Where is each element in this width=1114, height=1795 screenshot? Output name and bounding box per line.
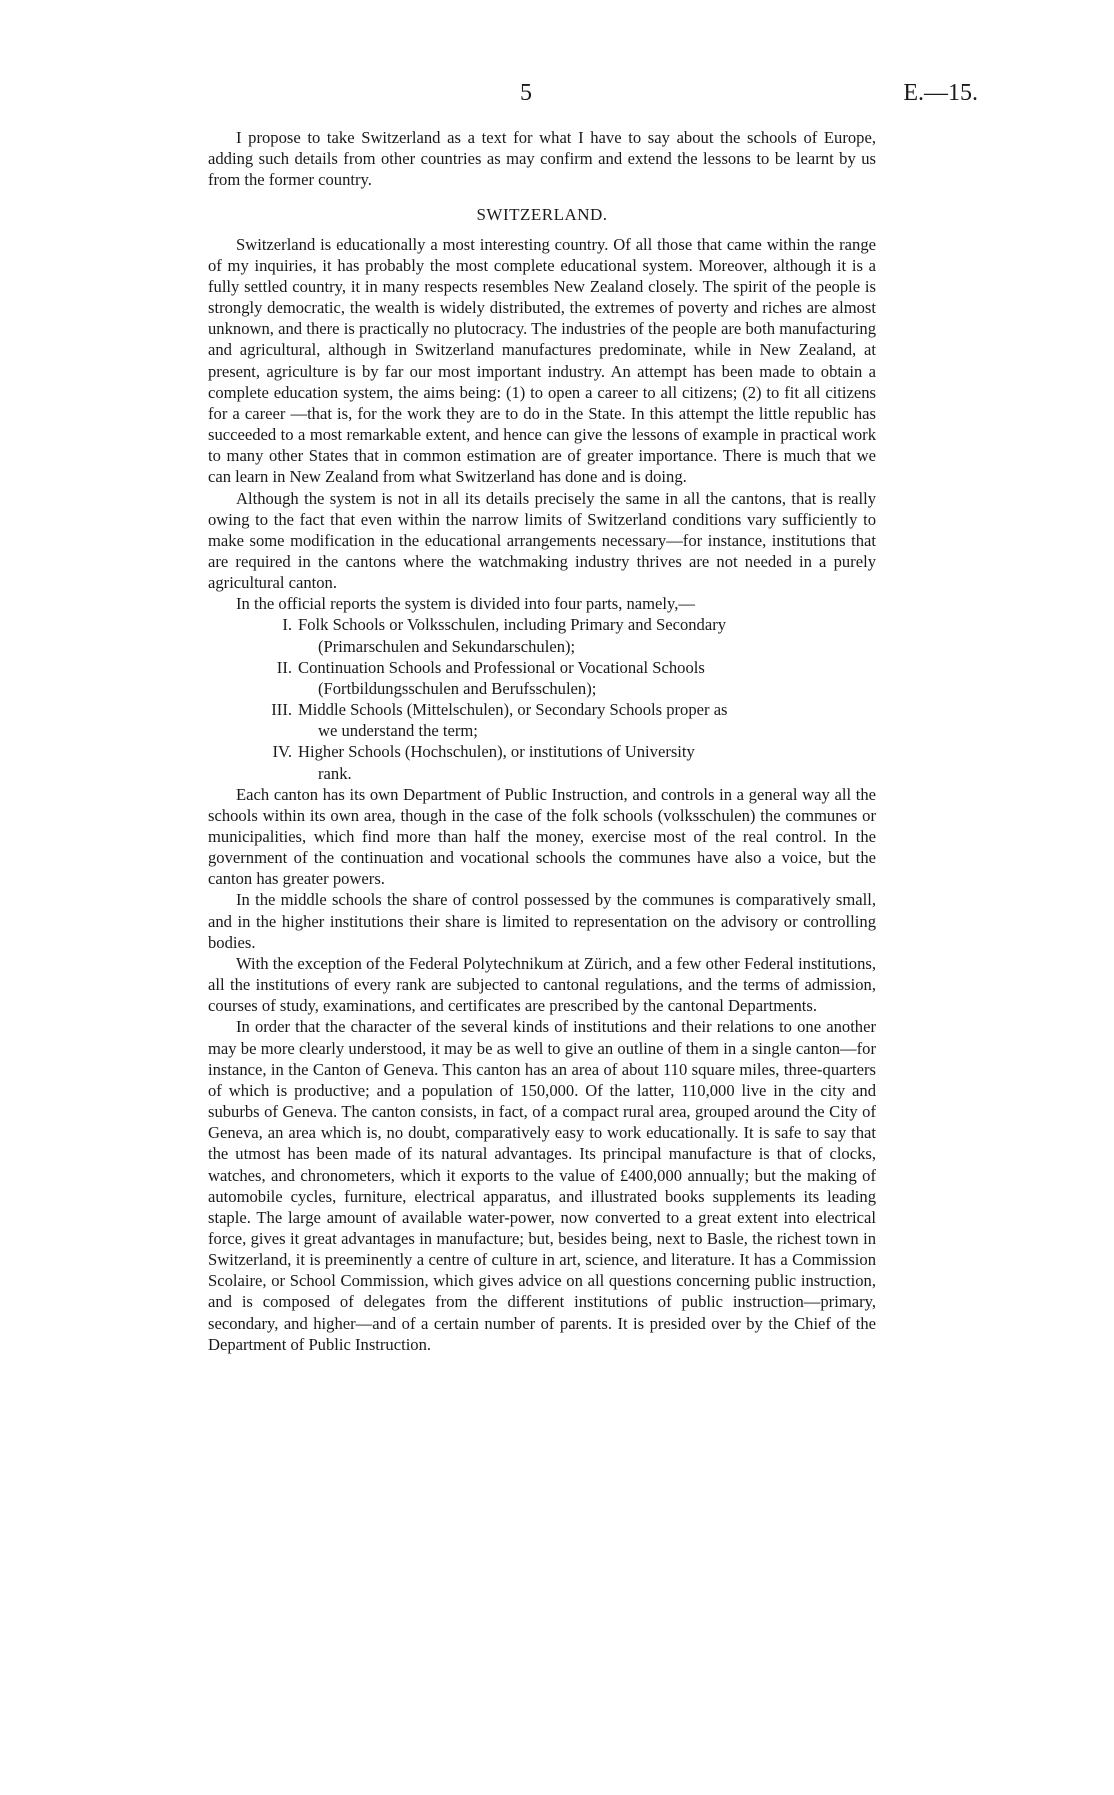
list-text xyxy=(298,657,876,699)
list-item xyxy=(208,657,876,699)
list-number: II. xyxy=(276,657,292,677)
list-item xyxy=(208,741,876,783)
list-text xyxy=(298,614,876,656)
paragraph: Switzerland is educationally a most interesting country. Of all those that came within the range of my inquiries, it has probably the most complete educational system. Moreover, although it is a fully settled country, it in many respects resembles New Zealand closely. The spirit of the people is strongly democratic, the wealth is widely distributed, the extremes of poverty and riches are almost unknown, and there is practically no plutocracy. The industries of the people are both manufacturing and agricultural, although in Switzerland manufactures predominate, while in New Zealand, at present, agriculture is by far our most important industry. An attempt has been made to obtain a complete education system, the aims being: (1) to open a career to all citizens; (2) to fit all citizens for a career —that is, for the work they are to do in the State. In this attempt the little republic has succeeded to a most remarkable extent, and hence can give the lessons of example in practical work to many other States that in common estimation are of greater importance. There is much that we can learn in New Zealand from what Switzerland has done and is doing. xyxy=(208,234,876,487)
list-item xyxy=(208,699,876,741)
paragraph: In the middle schools the share of control possessed by the communes is comparatively small, and in the higher institutions their share is limited to representation on the advisory or controlling bodies. xyxy=(208,890,876,952)
document-code: E.—15. xyxy=(903,80,978,106)
list-number: I. xyxy=(282,615,292,635)
list-text-first: Continuation Schools and Professional or Vocational Schools xyxy=(298,657,705,677)
list-item xyxy=(208,614,876,656)
list-number: III. xyxy=(271,700,292,720)
school-parts-list xyxy=(208,614,876,783)
paragraph: In order that the character of the several kinds of institutions and their relations to one another may be more clearly understood, it may be as well to give an outline of them in a single canton—for instance, in the Canton of Geneva. This canton has an area of about 110 square miles, three-quarters of which is productive; and a population of 150,000. Of the latter, 110,000 live in the city and suburbs of Geneva. The canton consists, in fact, of a compact rural area, grouped around the City of Geneva, an area which is, no doubt, comparatively easy to work educationally. It is safe to say that the utmost has been made of its natural advantages. Its principal manufacture is that of clocks, watches, and chronometers, which it exports to the value of £400,000 annually; but the making of automobile cycles, furniture, electrical apparatus, and illustrated books supplements its leading staple. The large amount of available water-power, now converted to a great extent into electrical force, gives it great advantages in manufacture; but, besides being, next to Basle, the richest town in Switzerland, it is preeminently a centre of culture in art, science, and literature. It has a Commission Scolaire, or School Commission, which gives advice on all questions concerning public instruction, and is composed of delegates from the different institutions of public instruction—primary, secondary, and higher—and of a certain number of parents. It is presided over by the Chief of the Department of Public Instruction. xyxy=(208,1017,876,1354)
paragraph: Although the system is not in all its details precisely the same in all the cantons, that is really owing to the fact that even within the narrow limits of Switzerland conditions vary sufficiently to make some modification in the educational arrangements necessary—for instance, institutions that are required in the cantons where the watchmaking industry thrives are not needed in a purely agricultural canton. xyxy=(208,488,876,593)
list-text-first: Folk Schools or Volksschulen, including Primary and Secondary xyxy=(298,615,727,635)
page-number: 5 xyxy=(520,80,532,106)
list-number: IV. xyxy=(272,742,292,762)
section-title: SWITZERLAND. xyxy=(476,205,608,225)
paragraph: With the exception of the Federal Polytechnikum at Zürich, and a few other Federal institutions, all the institutions of every rank are subjected to cantonal regulations, and the terms of admission, courses of study, examinations, and certificates are prescribed by the cantonal Departments. xyxy=(208,953,876,1016)
list-text-first: Higher Schools (Hochschulen), or institutions of University xyxy=(298,742,695,762)
list-text-rest: we understand the term; xyxy=(318,721,478,741)
list-text-rest: (Fortbildungsschulen and Berufsschulen); xyxy=(318,678,597,698)
list-text-rest: rank. xyxy=(318,763,352,783)
list-text xyxy=(298,741,876,783)
list-text-rest: (Primarschulen and Sekundarschulen); xyxy=(318,636,576,656)
list-text xyxy=(298,699,876,741)
intro-paragraph: I propose to take Switzerland as a text for what I have to say about the schools of Europe, adding such details from other countries as may confirm and extend the lessons to be learnt by us from the former country. xyxy=(208,128,876,190)
list-text-first: Middle Schools (Mittelschulen), or Secondary Schools proper as xyxy=(298,700,728,720)
paragraph: In the official reports the system is divided into four parts, namely,— xyxy=(236,594,695,614)
paragraph: Each canton has its own Department of Public Instruction, and controls in a general way all the schools within its own area, though in the case of the folk schools (volksschulen) the communes or municipalities, which find more than half the money, exercise most of the real control. In the government of the continuation and vocational schools the communes have also a voice, but the canton has greater powers. xyxy=(208,784,876,889)
body-text xyxy=(208,127,876,1355)
